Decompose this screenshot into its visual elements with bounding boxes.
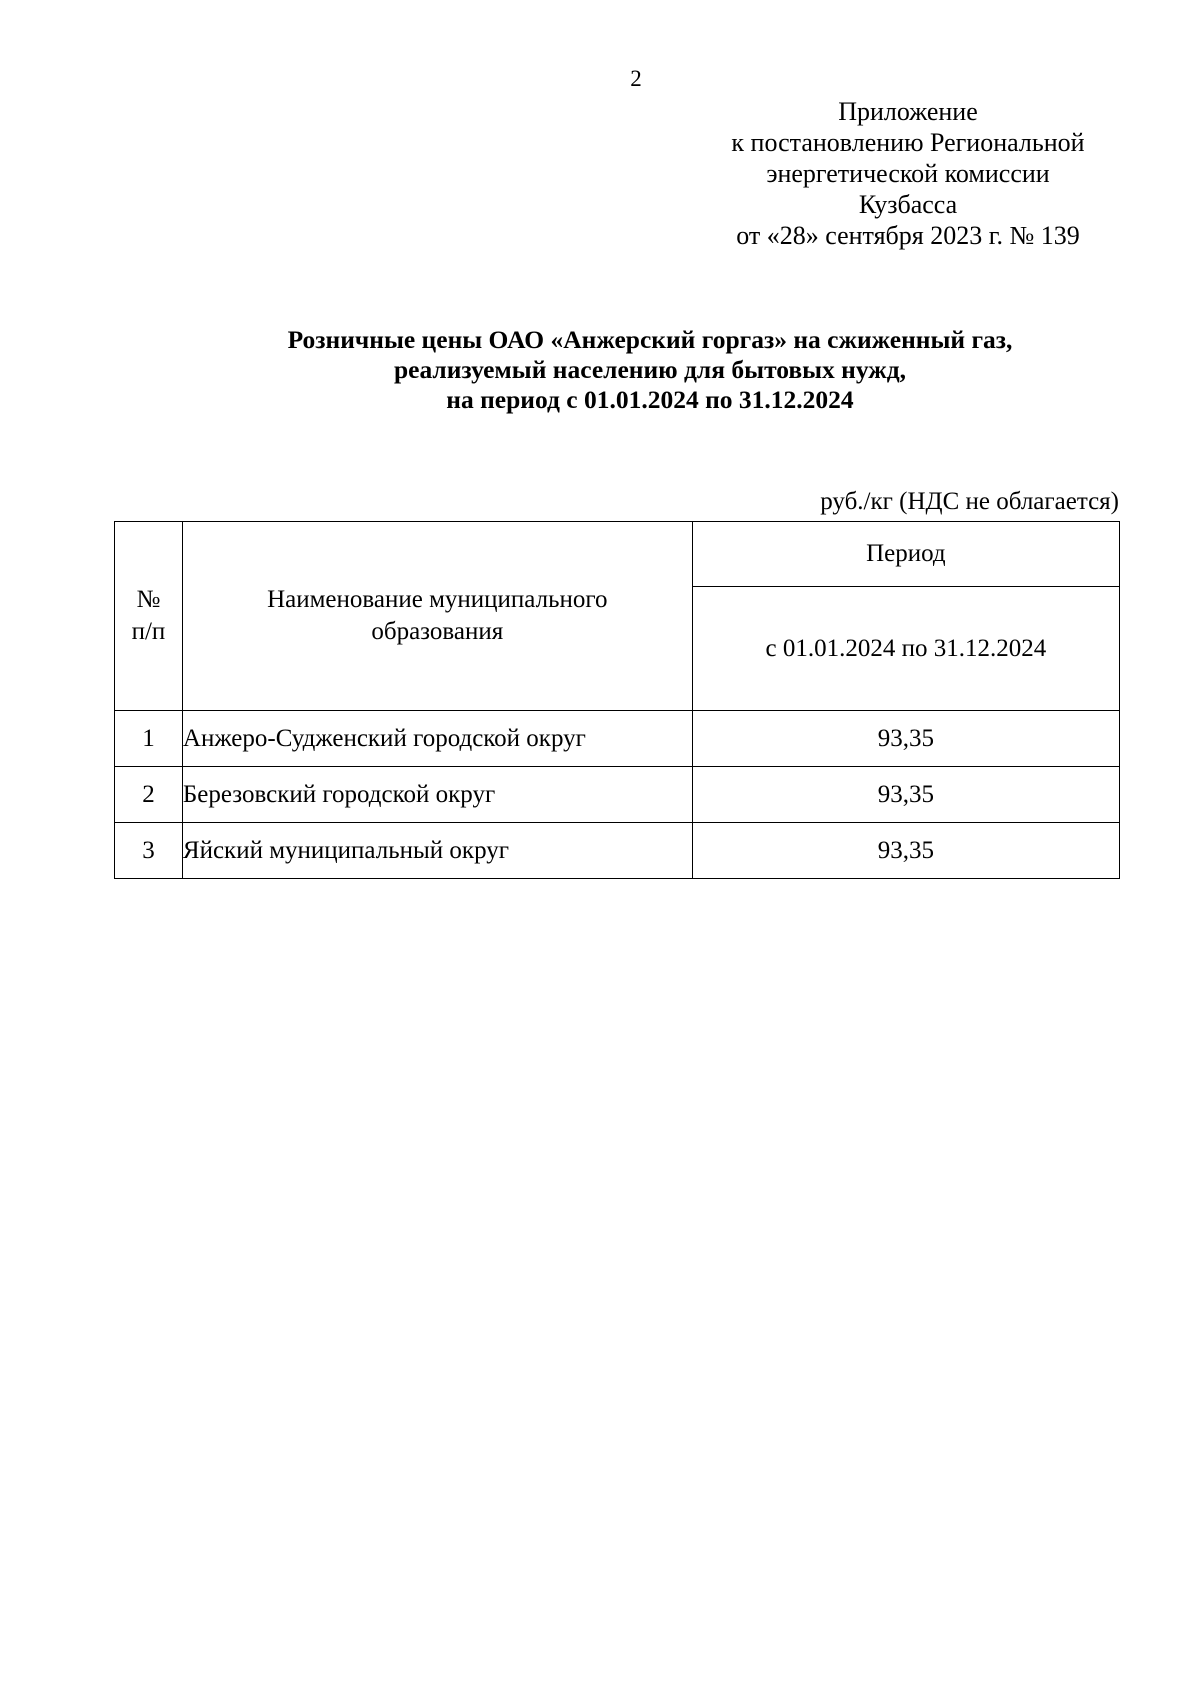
header-municipality-line: Наименование муниципального (267, 586, 608, 613)
appendix-line: Приложение (838, 97, 978, 126)
document-title (150, 325, 1150, 415)
row-municipality: Анжеро-Судженский городской округ (182, 711, 692, 767)
row-municipality: Березовский городской округ (182, 767, 692, 823)
header-number (115, 522, 183, 711)
unit-label: руб./кг (НДС не облагается) (820, 488, 1119, 515)
row-price: 93,35 (692, 823, 1119, 879)
row-price: 93,35 (692, 767, 1119, 823)
row-number: 2 (115, 767, 183, 823)
header-number-line: № (136, 586, 161, 613)
appendix-line: к постановлению Региональной (731, 128, 1085, 157)
row-number: 3 (115, 823, 183, 879)
appendix-line: Кузбасса (858, 190, 958, 219)
header-municipality (182, 522, 692, 711)
row-number: 1 (115, 711, 183, 767)
title-line: на период с 01.01.2024 по 31.12.2024 (446, 385, 854, 414)
row-municipality: Яйский муниципальный округ (182, 823, 692, 879)
header-municipality-line: образования (371, 618, 504, 645)
table-row (115, 767, 1120, 823)
page-number: 2 (630, 66, 642, 91)
prices-table (114, 521, 1120, 879)
title-line: реализуемый населению для бытовых нужд, (393, 355, 907, 384)
table-row (115, 823, 1120, 879)
row-price: 93,35 (692, 711, 1119, 767)
appendix-line: от «28» сентября 2023 г. № 139 (736, 221, 1080, 250)
header-period: Период (692, 522, 1119, 587)
title-line: Розничные цены ОАО «Анжерский горгаз» на сжиженный газ, (287, 325, 1013, 354)
table-header-row (115, 522, 1120, 587)
header-number-line: п/п (131, 618, 166, 645)
appendix-line: энергетической комиссии (766, 159, 1050, 188)
header-period-dates: с 01.01.2024 по 31.12.2024 (692, 587, 1119, 711)
appendix-block (688, 96, 1128, 251)
table-row (115, 711, 1120, 767)
